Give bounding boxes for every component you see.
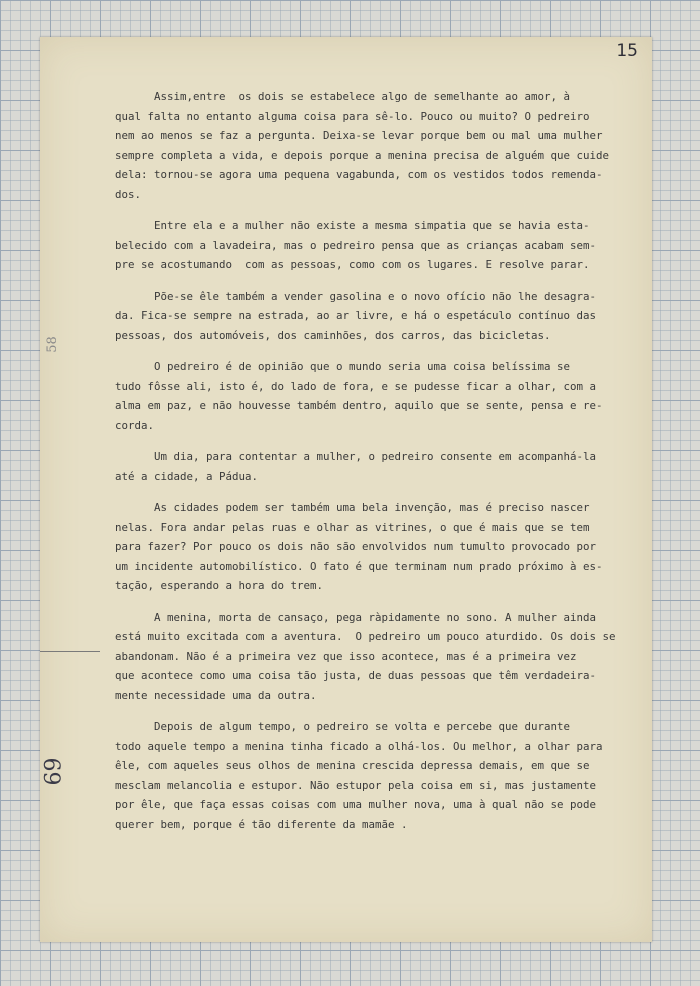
paragraph: [115, 498, 639, 596]
paragraph-gap: [115, 345, 639, 357]
paragraph-gap: [115, 486, 639, 498]
paragraph: [115, 357, 639, 435]
text-line: Um dia, para contentar a mulher, o pedreiro consente em acompanhá-la: [115, 450, 597, 463]
text-line: nem ao menos se faz a pergunta. Deixa-se levar porque bem ou mal uma mulher: [115, 129, 603, 142]
paragraph: [115, 216, 639, 275]
text-line: Põe-se êle também a vender gasolina e o novo ofício não lhe desagra-: [115, 289, 597, 303]
paragraph: [115, 717, 639, 834]
text-line: corda.: [115, 418, 155, 432]
paragraph-gap: [115, 204, 639, 216]
paragraph-gap: [115, 275, 639, 287]
text-line: até a cidade, a Pádua.: [115, 469, 259, 483]
text-line: da. Fica-se sempre na estrada, ao ar livre, e há o espetáculo contínuo das: [115, 309, 597, 322]
text-line: sempre completa a vida, e depois porque a menina precisa de alguém que cuide: [115, 148, 610, 162]
handwritten-margin-number: 69: [41, 757, 67, 786]
text-line: A menina, morta de cansaço, pega ràpidamente no sono. A mulher ainda: [115, 610, 597, 624]
text-line: êle, com aqueles seus olhos de menina crescida depressa demais, em que se: [115, 759, 590, 772]
text-line: pre se acostumando com as pessoas, como com os lugares. E resolve parar.: [115, 258, 590, 271]
page-number: 15: [616, 41, 638, 61]
margin-rule: [40, 651, 100, 652]
text-line: querer bem, porque é tão diferente da mamãe .: [115, 817, 408, 831]
paragraph: [115, 447, 639, 486]
paragraph: [115, 287, 639, 346]
body-text: [115, 87, 639, 834]
paragraph-gap: [115, 596, 639, 608]
text-line: dela: tornou-se agora uma pequena vagabunda, com os vestidos todos remenda-: [115, 168, 603, 181]
typewritten-page: [40, 37, 652, 942]
paragraph-gap: [115, 705, 639, 717]
text-line: mesclam melancolia e estupor. Não estupor pela coisa em si, mas justamente: [115, 778, 597, 792]
text-line: tudo fôsse ali, isto é, do lado de fora, e se pudesse ficar a olhar, com a: [115, 379, 597, 393]
margin-annotation: 58: [44, 336, 60, 353]
text-line: mente necessidade uma da outra.: [115, 688, 317, 702]
text-line: Entre ela e a mulher não existe a mesma simpatia que se havia esta-: [115, 219, 590, 232]
text-line: tação, esperando a hora do trem.: [115, 579, 324, 592]
text-line: todo aquele tempo a menina tinha ficado a olhá-los. Ou melhor, a olhar para: [115, 739, 603, 753]
paragraph-gap: [115, 435, 639, 447]
text-line: que acontece como uma coisa tão justa, de duas pessoas que têm verdadeira-: [115, 669, 597, 682]
text-line: um incidente automobilístico. O fato é que terminam num prado próximo à es-: [115, 559, 603, 573]
text-line: pessoas, dos automóveis, dos caminhões, dos carros, das bicicletas.: [115, 328, 551, 342]
text-line: dos.: [115, 187, 142, 201]
text-line: As cidades podem ser também uma bela invenção, mas é preciso nascer: [115, 501, 590, 514]
text-line: abandonam. Não é a primeira vez que isso acontece, mas é a primeira vez: [115, 649, 577, 663]
text-line: belecido com a lavadeira, mas o pedreiro pensa que as crianças acabam sem-: [115, 238, 597, 252]
text-line: alma em paz, e não houvesse também dentro, aquilo que se sente, pensa e re-: [115, 399, 603, 412]
text-line: Assim,entre os dois se estabelece algo de semelhante ao amor, à: [115, 90, 571, 103]
text-line: nelas. Fora andar pelas ruas e olhar as vitrines, o que é mais que se tem: [115, 520, 590, 534]
text-line: para fazer? Por pouco os dois não são envolvidos num tumulto provocado por: [115, 540, 597, 553]
paragraph: [115, 87, 639, 204]
paragraph: [115, 608, 639, 706]
text-line: por êle, que faça essas coisas com uma mulher nova, uma à qual não se pode: [115, 798, 597, 811]
text-line: Depois de algum tempo, o pedreiro se volta e percebe que durante: [115, 720, 571, 733]
text-line: qual falta no entanto alguma coisa para sê-lo. Pouco ou muito? O pedreiro: [115, 109, 590, 123]
text-line: O pedreiro é de opinião que o mundo seria uma coisa belíssima se: [115, 360, 571, 373]
text-line: está muito excitada com a aventura. O pedreiro um pouco aturdido. Os dois se: [115, 630, 616, 643]
